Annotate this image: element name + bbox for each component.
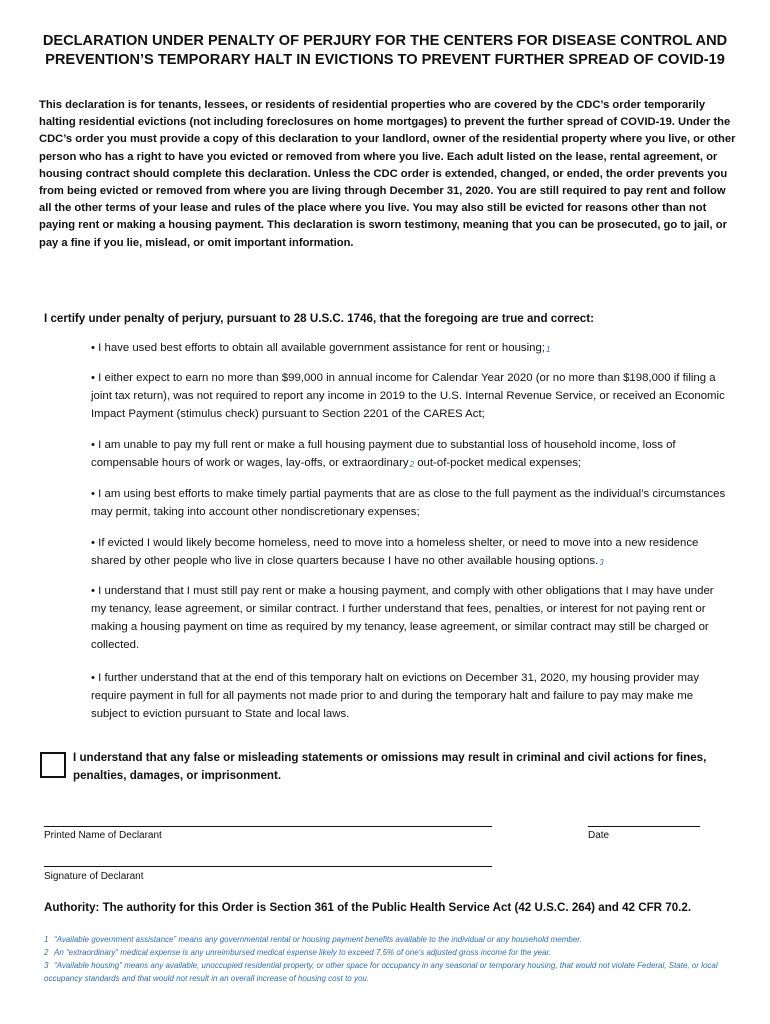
bullet-unable-to-pay: • I am unable to pay my full rent or make a full housing payment due to substantial loss of household income, loss of compensable hours of work or wages, lay-offs, or extraordinary2 out-of-pocket medical expenses; (91, 439, 676, 469)
date-label: Date (588, 830, 610, 841)
footnote-ref-1: 1 (545, 345, 551, 354)
footnote-ref-3: 3 (599, 558, 604, 567)
footnotes (44, 933, 744, 985)
acknowledgement-text: I understand that any false or misleading statements or omissions may result in criminal and civil actions for fines, penalties, damages, or imprisonment. (73, 751, 707, 782)
footnote-1: 1 “Available government assistance” means any governmental rental or housing payment benefits available to the individual or any household member. (44, 935, 582, 944)
acknowledgement-checkbox[interactable] (40, 752, 66, 778)
bullet-end-of-halt: • I further understand that at the end of this temporary halt on evictions on December 31, 2020, my housing provider may require payment in full for all payments not made prior to and during the temporary halt and failure to pay may make me subject to eviction pursuant to State and local laws. (91, 672, 700, 720)
signature-line[interactable] (44, 866, 492, 867)
bullet-income: • I either expect to earn no more than $99,000 in annual income for Calendar Year 2020 (or no more than $198,000 if filing a joint tax return), was not required to report any income in 2019 to the U.S. Internal Revenue Service, or received an Economic Impact Payment (stimulus check) pursuant to Section 2201 of the CARES Act; (91, 372, 725, 420)
footnote-ref-2: 2 (409, 460, 415, 469)
footnote-3: 3 “Available housing” means any available, unoccupied residential property, or other space for occupancy in any seasonal or temporary housing, that would not violate Federal, State, or local occupancy standards and that would not result in an overall increase of housing cost to you. (44, 961, 718, 983)
authority-statement: Authority: The authority for this Order is Section 361 of the Public Health Service Act (42 U.S.C. 264) and 42 CFR 70.2. (44, 901, 692, 914)
intro-paragraph: This declaration is for tenants, lessees, or residents of residential properties who are covered by the CDC’s order temporarily halting residential evictions (not including foreclosures on home mortgages) to prevent the further spread of COVID-19. Under the CDC’s order you must provide a copy of this declaration to your landlord, owner of the residential property where you live, or other person who has a right to have you evicted or removed from where you live. Each adult listed on the lease, rental agreement, or housing contract should complete this declaration. Unless the CDC order is extended, changed, or ended, the order prevents you from being evicted or removed from where you are living through December 31, 2020. You are still required to pay rent and follow all the other terms of your lease and rules of the place where you live. You may also still be evicted for reasons other than not paying rent or making a housing payment. This declaration is sworn testimony, meaning that you can be prosecuted, go to jail, or pay a fine if you lie, mislead, or omit important information. (39, 99, 736, 249)
date-line[interactable] (588, 826, 700, 827)
bullet-government-assistance: • I have used best efforts to obtain all available government assistance for rent or housing;1 (91, 342, 551, 354)
footnote-2: 2 An “extraordinary” medical expense is any unreimbursed medical expense likely to exceed 7.5% of one’s adjusted gross income for the year. (44, 948, 552, 957)
bullet-partial-payments: • I am using best efforts to make timely partial payments that are as close to the full payment as the individual’s circumstances may permit, taking into account other nondiscretionary expenses; (91, 488, 726, 518)
bullet-still-pay-rent: • I understand that I must still pay rent or make a housing payment, and comply with other obligations that I may have under my tenancy, lease agreement, or similar contract. I further understand that fees, penalties, or interest for not paying rent or making a housing payment on time as required by my tenancy, lease agreement, or similar contract may still be charged or collected. (91, 585, 714, 651)
bullet-homeless: • If evicted I would likely become homeless, need to move into a homeless shelter, or need to move into a new residence shared by other people who live in close quarters because I have no other available housing options.3 (91, 537, 699, 567)
document-title: DECLARATION UNDER PENALTY OF PERJURY FOR THE CENTERS FOR DISEASE CONTROL AND PREVENTION’S TEMPORARY HALT IN EVICTIONS TO PREVENT FURTHER SPREAD OF COVID-19 (42, 33, 728, 68)
printed-name-label: Printed Name of Declarant (44, 830, 162, 841)
signature-label: Signature of Declarant (44, 871, 144, 882)
printed-name-line[interactable] (44, 826, 492, 827)
certification-statement: I certify under penalty of perjury, pursuant to 28 U.S.C. 1746, that the foregoing are true and correct: (44, 312, 594, 325)
